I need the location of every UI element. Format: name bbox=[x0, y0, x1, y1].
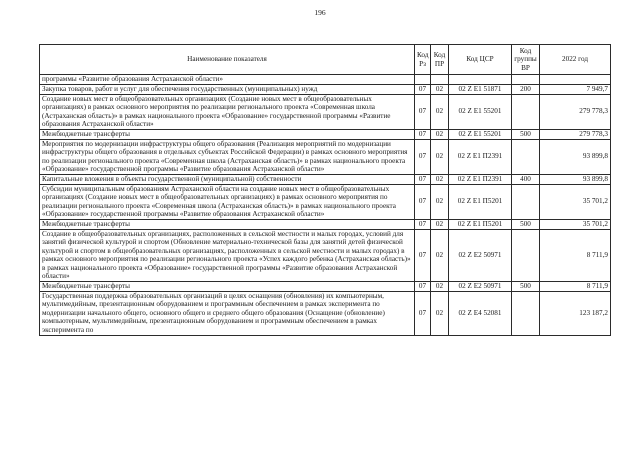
table-row bbox=[40, 282, 611, 292]
cell-csr bbox=[449, 75, 512, 85]
cell-rz: 07 bbox=[415, 129, 431, 139]
cell-name: Межбюджетные трансферты bbox=[40, 282, 415, 292]
cell-amount: 8 711,9 bbox=[540, 229, 611, 282]
table-row bbox=[40, 219, 611, 229]
cell-amount: 279 778,3 bbox=[540, 129, 611, 139]
table-row bbox=[40, 291, 611, 335]
cell-rz: 07 bbox=[415, 229, 431, 282]
continuation-text: программы «Развитие образования Астраханской области» bbox=[40, 75, 415, 85]
cell-csr: 02 Z E1 П2391 bbox=[449, 174, 512, 184]
continuation-row bbox=[40, 75, 611, 85]
header-name: Наименование показателя bbox=[40, 45, 415, 75]
cell-amount: 123 187,2 bbox=[540, 291, 611, 335]
table-row bbox=[40, 85, 611, 95]
cell-pr: 02 bbox=[431, 219, 449, 229]
cell-vr: 200 bbox=[512, 85, 540, 95]
cell-amount: 35 701,2 bbox=[540, 184, 611, 219]
cell-vr: 500 bbox=[512, 129, 540, 139]
cell-name: Субсидии муниципальным образованиям Астраханской области на создание новых мест в общеобразовательных организациях (Создание новых мест в общеобразовательных организациях) в рамках основного мероприятия по реализации регионального проекта «Современная школа (Астраханская область)» в рамках национального проекта «Образование» государственной программы «Развитие образования Астраханской области» bbox=[40, 184, 415, 219]
cell-vr: 400 bbox=[512, 174, 540, 184]
table-row bbox=[40, 229, 611, 282]
cell-vr bbox=[512, 94, 540, 129]
cell-pr bbox=[431, 75, 449, 85]
cell-name: Капитальные вложения в объекты государственной (муниципальной) собственности bbox=[40, 174, 415, 184]
cell-rz: 07 bbox=[415, 85, 431, 95]
cell-name: Межбюджетные трансферты bbox=[40, 129, 415, 139]
cell-name: Создание новых мест в общеобразовательных организациях (Создание новых мест в общеобразовательных организациях) в рамках основного мероприятия по реализации регионального проекта «Современная школа (Астраханская область)» в рамках национального проекта «Образование» государственной программы «Развитие образования Астраханской области» bbox=[40, 94, 415, 129]
cell-vr bbox=[512, 291, 540, 335]
table-row bbox=[40, 129, 611, 139]
table-header-row bbox=[40, 45, 611, 75]
cell-rz: 07 bbox=[415, 184, 431, 219]
cell-csr: 02 Z E1 П5201 bbox=[449, 219, 512, 229]
cell-rz bbox=[415, 75, 431, 85]
cell-pr: 02 bbox=[431, 129, 449, 139]
cell-vr: 500 bbox=[512, 219, 540, 229]
cell-amount bbox=[540, 75, 611, 85]
header-rz: Код Рз bbox=[415, 45, 431, 75]
cell-name: Создание в общеобразовательных организациях, расположенных в сельской местности и малых городах, условий для занятий физической культурой и спортом (Обновление материально-технической базы для занятий детей физической культурой и спортом в общеобразовательных организациях, расположенных в сельской местности и малых городах) в рамках основного мероприятия по реализации регионального проекта «Успех каждого ребенка (Астраханская область)» в рамках национального проекта «Образование» государственной программы «Развитие образования Астраханской области» bbox=[40, 229, 415, 282]
header-year: 2022 год bbox=[540, 45, 611, 75]
cell-csr: 02 Z E2 50971 bbox=[449, 282, 512, 292]
header-pr: Код ПР bbox=[431, 45, 449, 75]
cell-name: Мероприятия по модернизации инфраструктуры общего образования (Реализация мероприятий по модернизации инфраструктуры общего образования в отдельных субъектах Российской Федерации) в рамках основного мероприятия по реализации регионального проекта «Современная школа (Астраханская область)» в рамках национального проекта «Образование» государственной программы «Развитие образования Астраханской области» bbox=[40, 139, 415, 174]
cell-pr: 02 bbox=[431, 282, 449, 292]
cell-vr: 500 bbox=[512, 282, 540, 292]
cell-rz: 07 bbox=[415, 282, 431, 292]
cell-amount: 279 778,3 bbox=[540, 94, 611, 129]
table-row bbox=[40, 139, 611, 174]
cell-rz: 07 bbox=[415, 219, 431, 229]
cell-pr: 02 bbox=[431, 174, 449, 184]
cell-rz: 07 bbox=[415, 291, 431, 335]
cell-pr: 02 bbox=[431, 94, 449, 129]
cell-csr: 02 Z E4 52081 bbox=[449, 291, 512, 335]
header-csr: Код ЦСР bbox=[449, 45, 512, 75]
cell-pr: 02 bbox=[431, 85, 449, 95]
cell-rz: 07 bbox=[415, 94, 431, 129]
cell-amount: 93 899,8 bbox=[540, 139, 611, 174]
cell-amount: 35 701,2 bbox=[540, 219, 611, 229]
cell-amount: 8 711,9 bbox=[540, 282, 611, 292]
cell-csr: 02 Z E1 П2391 bbox=[449, 139, 512, 174]
cell-pr: 02 bbox=[431, 291, 449, 335]
cell-name: Межбюджетные трансферты bbox=[40, 219, 415, 229]
cell-amount: 93 899,8 bbox=[540, 174, 611, 184]
cell-csr: 02 Z E1 55201 bbox=[449, 94, 512, 129]
table-row bbox=[40, 94, 611, 129]
cell-amount: 7 949,7 bbox=[540, 85, 611, 95]
budget-table bbox=[39, 44, 611, 336]
cell-csr: 02 Z E1 П5201 bbox=[449, 184, 512, 219]
cell-name: Закупка товаров, работ и услуг для обеспечения государственных (муниципальных) нужд bbox=[40, 85, 415, 95]
table-row bbox=[40, 174, 611, 184]
cell-csr: 02 Z E2 50971 bbox=[449, 229, 512, 282]
cell-pr: 02 bbox=[431, 184, 449, 219]
table-row bbox=[40, 184, 611, 219]
cell-pr: 02 bbox=[431, 139, 449, 174]
cell-pr: 02 bbox=[431, 229, 449, 282]
cell-vr bbox=[512, 75, 540, 85]
cell-vr bbox=[512, 139, 540, 174]
cell-csr: 02 Z E1 55201 bbox=[449, 129, 512, 139]
cell-rz: 07 bbox=[415, 139, 431, 174]
cell-name: Государственная поддержка образовательных организаций в целях оснащения (обновления) их компьютерным, мультимедийным, презентационным оборудованием и программным обеспечением в рамках эксперимента по модернизации начального общего, основного общего и среднего общего образования (Оснащение (обновление) компьютерным, мультимедийным, презентационным оборудованием и программным обеспечением в рамках эксперимента по bbox=[40, 291, 415, 335]
header-vr: Код группы ВР bbox=[512, 45, 540, 75]
cell-vr bbox=[512, 229, 540, 282]
cell-rz: 07 bbox=[415, 174, 431, 184]
cell-csr: 02 Z E1 51871 bbox=[449, 85, 512, 95]
cell-vr bbox=[512, 184, 540, 219]
page-number: 196 bbox=[314, 8, 326, 17]
